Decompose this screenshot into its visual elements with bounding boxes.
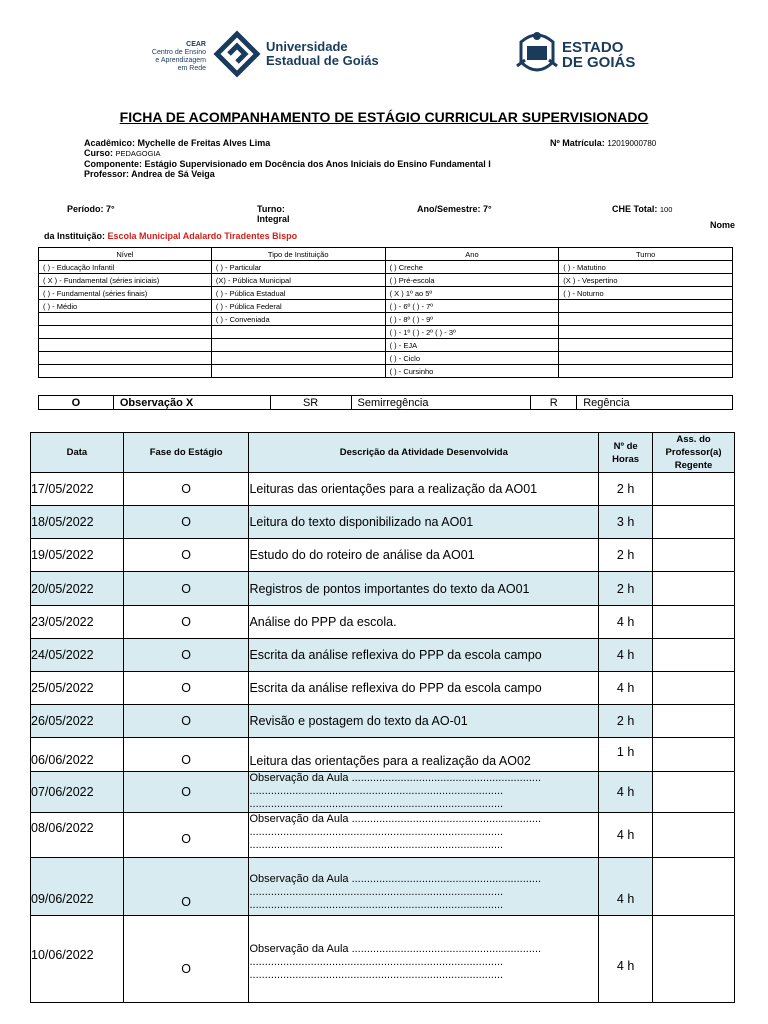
description-cell: Registros de pontos importantes do texto da AO01 xyxy=(249,572,599,606)
table-cell xyxy=(559,313,733,326)
legend-code: O xyxy=(39,396,114,410)
description-dotline: ................................................................................... xyxy=(249,955,504,968)
date-cell: 20/05/2022 xyxy=(31,572,124,606)
hours-cell: 1 h xyxy=(599,738,653,772)
description-cell: Estudo do do roteiro de análise da AO01 xyxy=(249,539,599,572)
signature-cell[interactable] xyxy=(653,772,735,813)
state-coat-of-arms-icon xyxy=(515,28,559,78)
hours-cell: 2 h xyxy=(599,473,653,506)
legend-row xyxy=(39,396,733,410)
fase-cell: O xyxy=(123,738,249,772)
cear-logo xyxy=(130,41,206,73)
table-cell: ( ) - Matutino xyxy=(559,261,733,274)
turno-label: Turno: xyxy=(257,204,285,214)
table-row xyxy=(31,858,735,916)
table-cell: (X ) - Vespertino xyxy=(559,274,733,287)
table-cell xyxy=(39,365,212,378)
turno xyxy=(257,204,290,224)
date-cell: 25/05/2022 xyxy=(31,672,124,705)
table-row xyxy=(31,772,735,813)
cear-logo-line: em Rede xyxy=(177,65,206,72)
table-header-row xyxy=(31,433,735,473)
school-info-table xyxy=(38,247,733,378)
description-cell: Revisão e postagem do texto da AO-01 xyxy=(249,705,599,738)
fase-cell: O xyxy=(123,539,249,572)
description-line: Observação da Aula .............................................................. xyxy=(249,942,542,955)
table-cell xyxy=(211,365,385,378)
instituicao xyxy=(44,231,297,241)
fase-cell: O xyxy=(123,813,249,858)
table-row xyxy=(39,287,733,300)
table-cell: ( X ) - Fundamental (séries iniciais) xyxy=(39,274,212,287)
table-cell: ( ) - 6º ( ) - 7º xyxy=(385,300,559,313)
professor: Professor: Andrea de Sá Veiga xyxy=(84,169,215,179)
header-cell: Tipo de Instituição xyxy=(211,248,385,261)
date-cell: 10/06/2022 xyxy=(31,916,124,1003)
header-cell: Turno xyxy=(559,248,733,261)
table-cell xyxy=(559,300,733,313)
table-row xyxy=(31,572,735,606)
matricula-value: 12019000780 xyxy=(607,139,657,148)
che-value: 100 xyxy=(659,205,673,214)
fase-cell: O xyxy=(123,858,249,916)
table-cell: ( ) - 8º ( ) - 9º xyxy=(385,313,559,326)
description-cell xyxy=(249,772,599,813)
nome-label: Nome xyxy=(710,220,736,230)
hours-cell: 4 h xyxy=(599,916,653,1003)
date-cell: 19/05/2022 xyxy=(31,539,124,572)
ano-semestre: Ano/Semestre: 7° xyxy=(417,204,492,214)
state-name xyxy=(562,40,635,70)
header-cell: Data xyxy=(31,433,124,473)
fase-cell: O xyxy=(123,606,249,639)
table-row xyxy=(31,473,735,506)
table-cell: ( ) - Pública Federal xyxy=(211,300,385,313)
date-cell: 18/05/2022 xyxy=(31,506,124,539)
date-cell: 09/06/2022 xyxy=(31,858,124,916)
instituicao-value: Escola Municipal Adalardo Tiradentes Bispo xyxy=(107,231,298,241)
description-cell: Escrita da análise reflexiva do PPP da escola campo xyxy=(249,639,599,672)
description-dotline: ................................................................................... xyxy=(249,839,504,851)
table-cell: ( ) - Cursinho xyxy=(385,365,559,378)
table-row xyxy=(31,916,735,1003)
hours-cell: 4 h xyxy=(599,772,653,813)
description-dotline: ................................................................................... xyxy=(249,899,504,911)
table-cell xyxy=(211,339,385,352)
description-dotline: ................................................................................... xyxy=(249,886,504,898)
legend-code: SR xyxy=(270,396,351,410)
table-cell: ( ) - EJA xyxy=(385,339,559,352)
legend-label: Regência xyxy=(577,396,733,410)
table-cell: ( X ) 1º ao 5º xyxy=(385,287,559,300)
periodo: Período: 7° xyxy=(67,204,115,214)
header-cell: Nº de Horas xyxy=(599,433,653,473)
table-row xyxy=(39,300,733,313)
table-row xyxy=(31,539,735,572)
table-cell xyxy=(39,352,212,365)
table-row xyxy=(31,738,735,772)
legend-label: Observação X xyxy=(113,396,270,410)
table-cell: ( ) - Pública Estadual xyxy=(211,287,385,300)
hours-cell: 2 h xyxy=(599,572,653,606)
state-name-line: ESTADO xyxy=(562,39,624,56)
date-cell: 07/06/2022 xyxy=(31,772,124,813)
description-dotline: ................................................................................... xyxy=(249,798,504,810)
fase-cell: O xyxy=(123,705,249,738)
table-cell xyxy=(211,326,385,339)
hours-cell: 4 h xyxy=(599,813,653,858)
fase-cell: O xyxy=(123,672,249,705)
phase-legend-table xyxy=(38,395,733,410)
signature-cell[interactable] xyxy=(653,916,735,1003)
table-cell: ( ) - Ciclo xyxy=(385,352,559,365)
signature-cell[interactable] xyxy=(653,672,735,705)
date-cell: 26/05/2022 xyxy=(31,705,124,738)
table-row xyxy=(39,261,733,274)
signature-cell[interactable] xyxy=(653,572,735,606)
matricula-label: Nº Matrícula: xyxy=(550,138,605,148)
table-row xyxy=(31,705,735,738)
description-dotline: ................................................................................... xyxy=(249,826,504,838)
academico: Acadêmico: Mychelle de Freitas Alves Lima xyxy=(84,138,271,148)
table-cell: ( ) - Particular xyxy=(211,261,385,274)
componente: Componente: Estágio Supervisionado em Docência dos Anos Iniciais do Ensino Fundamental I xyxy=(84,159,491,169)
fase-cell: O xyxy=(123,639,249,672)
description-cell: Leitura das orientações para a realização da AO02 xyxy=(249,738,599,772)
signature-cell[interactable] xyxy=(653,705,735,738)
description-dotline: ................................................................................... xyxy=(249,968,504,981)
legend-code: R xyxy=(531,396,577,410)
table-cell xyxy=(559,365,733,378)
che-total xyxy=(612,204,672,215)
table-row xyxy=(39,365,733,378)
curso-value: PEDAGOGIA xyxy=(115,149,161,158)
header-cell: Nível xyxy=(39,248,212,261)
hours-cell: 4 h xyxy=(599,672,653,705)
signature-cell[interactable] xyxy=(653,606,735,639)
university-name xyxy=(266,40,379,68)
page-title: FICHA DE ACOMPANHAMENTO DE ESTÁGIO CURRICULAR SUPERVISIONADO xyxy=(119,109,649,125)
table-row xyxy=(39,326,733,339)
hours-cell: 2 h xyxy=(599,539,653,572)
description-cell xyxy=(249,858,599,916)
table-header-row xyxy=(39,248,733,261)
table-row xyxy=(39,313,733,326)
activity-table xyxy=(30,432,735,1003)
signature-cell[interactable] xyxy=(653,639,735,672)
table-row xyxy=(39,352,733,365)
signature-cell[interactable] xyxy=(653,738,735,772)
table-cell xyxy=(211,352,385,365)
curso-label: Curso: xyxy=(84,148,113,158)
date-cell: 08/06/2022 xyxy=(31,813,124,858)
table-cell xyxy=(39,339,212,352)
header-cell: Ass. do Professor(a) Regente xyxy=(653,433,735,473)
table-row xyxy=(31,506,735,539)
table-cell: ( ) Creche xyxy=(385,261,559,274)
fase-cell: O xyxy=(123,506,249,539)
turno-value: Integral xyxy=(257,214,290,224)
table-cell: ( ) Pré-escola xyxy=(385,274,559,287)
table-row xyxy=(39,274,733,287)
description-cell: Análise do PPP da escola. xyxy=(249,606,599,639)
table-cell: ( ) - Médio xyxy=(39,300,212,313)
table-cell xyxy=(39,313,212,326)
date-cell: 23/05/2022 xyxy=(31,606,124,639)
cear-logo-line: Centro de Ensino xyxy=(151,49,206,56)
university-name-line: Estadual de Goiás xyxy=(266,53,379,68)
hours-cell: 2 h xyxy=(599,705,653,738)
fase-cell: O xyxy=(123,772,249,813)
signature-cell[interactable] xyxy=(653,858,735,916)
table-cell: ( ) - 1º ( ) - 2º ( ) - 3º xyxy=(385,326,559,339)
cear-logo-line: e Aprendizagem xyxy=(155,57,206,64)
fase-cell: O xyxy=(123,473,249,506)
table-row xyxy=(39,339,733,352)
table-cell xyxy=(559,339,733,352)
signature-cell[interactable] xyxy=(653,506,735,539)
table-row xyxy=(31,813,735,858)
cear-logo-line: CEAR xyxy=(186,41,206,48)
description-cell: Leituras das orientações para a realização da AO01 xyxy=(249,473,599,506)
header-cell: Ano xyxy=(385,248,559,261)
date-cell: 24/05/2022 xyxy=(31,639,124,672)
hours-cell: 4 h xyxy=(599,639,653,672)
instituicao-label: da Instituição: xyxy=(44,231,106,241)
description-line: Observação da Aula .............................................................. xyxy=(249,873,542,885)
hours-cell: 4 h xyxy=(599,606,653,639)
table-cell xyxy=(559,326,733,339)
description-cell xyxy=(249,813,599,858)
ueg-logo-icon xyxy=(213,30,261,78)
signature-cell[interactable] xyxy=(653,539,735,572)
description-line: Observação da Aula .............................................................. xyxy=(249,813,542,825)
header-cell: Descrição da Atividade Desenvolvida xyxy=(249,433,599,473)
state-name-line: DE GOIÁS xyxy=(562,54,636,71)
description-dotline: ................................................................................... xyxy=(249,785,504,797)
description-cell: Leitura do texto disponibilizado na AO01 xyxy=(249,506,599,539)
date-cell: 17/05/2022 xyxy=(31,473,124,506)
table-row xyxy=(31,672,735,705)
hours-cell: 3 h xyxy=(599,506,653,539)
table-row xyxy=(31,639,735,672)
table-cell xyxy=(39,326,212,339)
hours-cell: 4 h xyxy=(599,858,653,916)
fase-cell: O xyxy=(123,572,249,606)
table-cell: (X) - Pública Municipal xyxy=(211,274,385,287)
table-cell: ( ) - Educação Infantil xyxy=(39,261,212,274)
legend-label: Semirregência xyxy=(351,396,531,410)
signature-cell[interactable] xyxy=(653,813,735,858)
student-info xyxy=(84,138,714,179)
signature-cell[interactable] xyxy=(653,473,735,506)
matricula xyxy=(550,138,656,149)
fase-cell: O xyxy=(123,916,249,1003)
table-cell: ( ) - Fundamental (séries finais) xyxy=(39,287,212,300)
description-line: Observação da Aula .............................................................. xyxy=(249,772,542,784)
description-cell xyxy=(249,916,599,1003)
description-cell: Escrita da análise reflexiva do PPP da escola campo xyxy=(249,672,599,705)
date-cell: 06/06/2022 xyxy=(31,738,124,772)
table-cell xyxy=(559,352,733,365)
university-name-line: Universidade xyxy=(266,39,348,54)
header-cell: Fase do Estágio xyxy=(123,433,249,473)
che-label: CHE Total: xyxy=(612,204,658,214)
table-row xyxy=(31,606,735,639)
table-cell: ( ) - Conveniada xyxy=(211,313,385,326)
table-cell: ( ) - Noturno xyxy=(559,287,733,300)
